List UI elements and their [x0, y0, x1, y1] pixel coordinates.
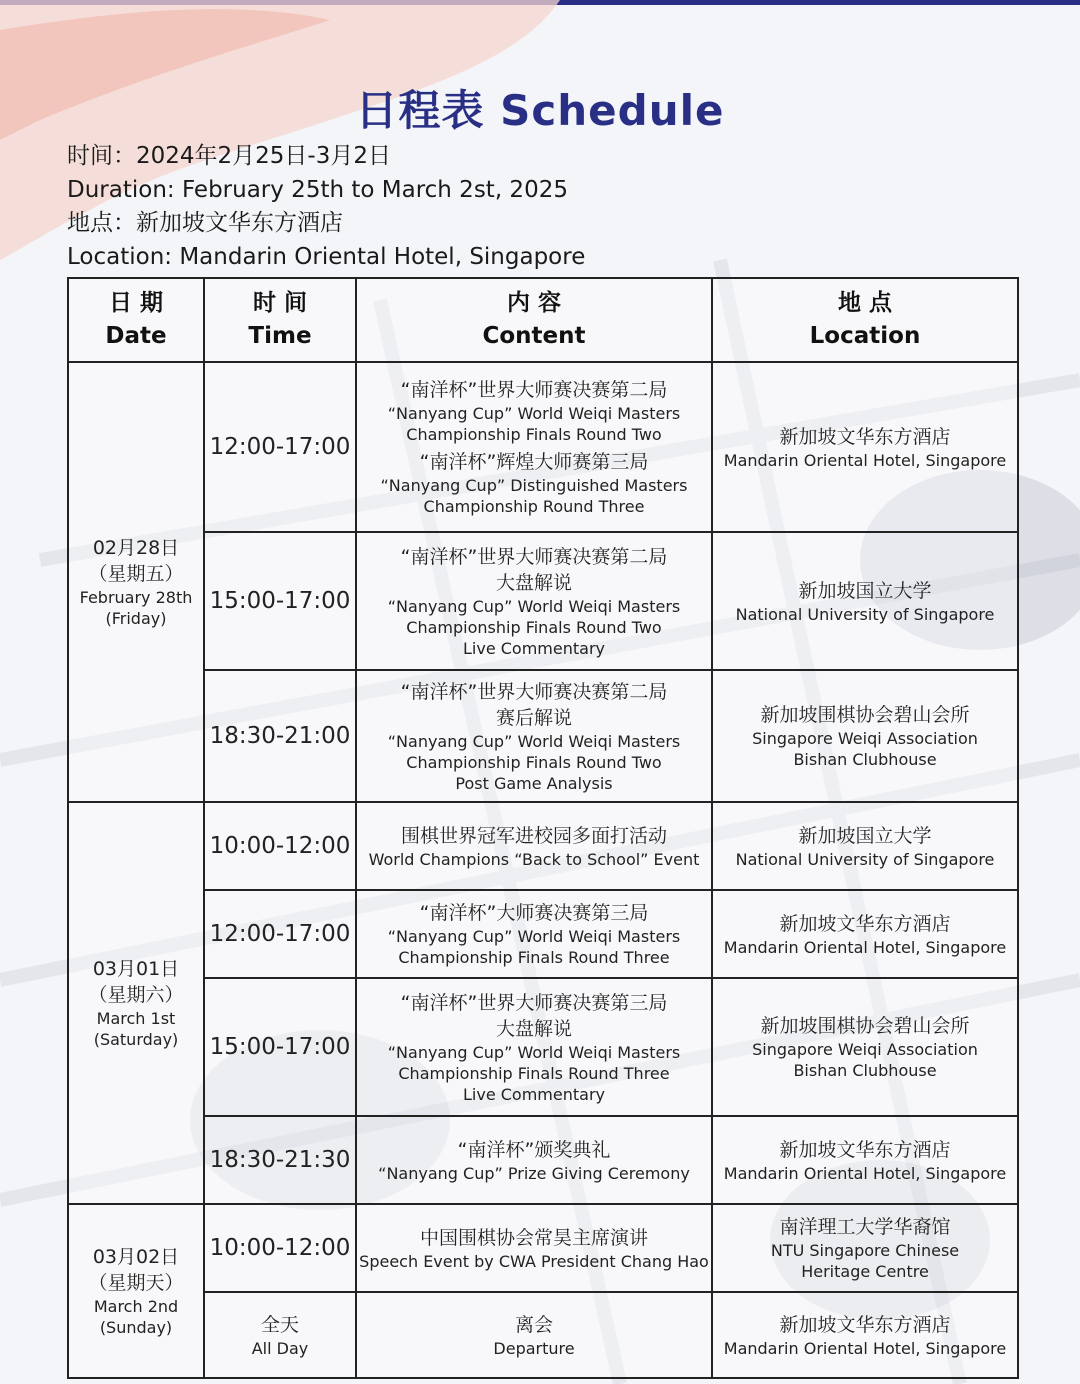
table-row — [68, 890, 1018, 978]
date-zh: 02月28日 — [92, 537, 180, 559]
content-en: “Nanyang Cup” World Weiqi Masters — [387, 596, 681, 616]
date-en: March 2nd — [93, 1297, 179, 1316]
location-cell — [712, 362, 1018, 532]
header-time-zh: 时 间 — [252, 290, 307, 316]
content-block — [359, 449, 709, 517]
date-cell-feb28 — [68, 362, 204, 802]
location-zh-text: 新加坡文华东方酒店 — [779, 1138, 951, 1161]
content-zh: 大盘解说 — [495, 571, 572, 594]
header-location — [712, 278, 1018, 362]
table-header-row — [68, 278, 1018, 362]
location-zh-text: 新加坡围棋协会碧山会所 — [760, 1015, 970, 1037]
header-content — [356, 278, 712, 362]
date-cell-mar02 — [68, 1204, 204, 1378]
content-en: Speech Event by CWA President Chang Hao — [359, 1251, 709, 1271]
location-en-text: Heritage Centre — [801, 1262, 929, 1281]
duration-en: Duration: February 25th to March 2st, 2025 — [67, 176, 568, 203]
location-zh-text: 新加坡文华东方酒店 — [779, 1313, 951, 1336]
location-zh-text: 新加坡围棋协会碧山会所 — [760, 704, 970, 726]
time-cell: 10:00-12:00 — [204, 802, 356, 890]
location-zh-text: 新加坡国立大学 — [798, 824, 932, 847]
location-cell — [712, 670, 1018, 802]
location-en-text: Mandarin Oriental Hotel, Singapore — [723, 1338, 1007, 1358]
content-zh: 赛后解说 — [495, 706, 572, 729]
content-cell — [356, 890, 712, 978]
content-en: “Nanyang Cup” World Weiqi Masters — [387, 927, 681, 946]
content-en: Post Game Analysis — [455, 773, 613, 793]
table-row — [68, 532, 1018, 670]
table-row — [68, 1292, 1018, 1378]
content-block — [359, 377, 709, 445]
table-row — [68, 802, 1018, 890]
location-cell — [712, 532, 1018, 670]
date-en: March 1st — [96, 1009, 176, 1028]
content-zh: 中国围棋协会常昊主席演讲 — [419, 1226, 648, 1249]
location-zh: 地点：新加坡文华东方酒店 — [67, 210, 343, 236]
time-cell: 12:00-17:00 — [204, 362, 356, 532]
content-zh: “南洋杯”世界大师赛决赛第三局 — [400, 991, 668, 1014]
content-en: Championship Finals Round Two — [406, 617, 662, 637]
date-zh: 03月01日 — [92, 958, 180, 980]
content-en: Departure — [493, 1338, 575, 1358]
location-en-text: National University of Singapore — [735, 604, 995, 624]
location-en-text: National University of Singapore — [735, 849, 995, 869]
location-cell — [712, 978, 1018, 1116]
date-en: February 28th — [79, 588, 193, 607]
location-zh-text: 新加坡文华东方酒店 — [779, 912, 951, 935]
header-time — [204, 278, 356, 362]
content-en: Live Commentary — [463, 1084, 605, 1104]
content-zh: 大盘解说 — [495, 1017, 572, 1040]
time-zh: 时间：2024年2月25日-3月2日 — [67, 143, 391, 169]
weekday-zh: （星期五） — [88, 563, 184, 585]
location-en-text: Singapore Weiqi Association — [752, 729, 978, 748]
content-en: Championship Finals Round Three — [398, 948, 670, 967]
weekday-en: (Saturday) — [93, 1030, 179, 1049]
table-row — [68, 1116, 1018, 1204]
time-cell: 18:30-21:00 — [204, 670, 356, 802]
header-date-zh: 日 期 — [108, 290, 163, 316]
header-time-en: Time — [248, 323, 312, 349]
content-en: “Nanyang Cup” World Weiqi Masters — [387, 404, 681, 423]
location-en-text: Bishan Clubhouse — [793, 750, 937, 769]
content-cell — [356, 532, 712, 670]
location-en: Location: Mandarin Oriental Hotel, Singapore — [67, 243, 586, 270]
time-cell: 15:00-17:00 — [204, 532, 356, 670]
content-en: Championship Round Three — [423, 497, 645, 516]
content-zh: “南洋杯”大师赛决赛第三局 — [419, 902, 649, 924]
content-en: World Champions “Back to School” Event — [368, 849, 700, 869]
header-location-zh: 地 点 — [837, 290, 892, 316]
content-en: Live Commentary — [463, 638, 605, 658]
weekday-zh: （星期六） — [88, 984, 184, 1006]
content-en: “Nanyang Cup” World Weiqi Masters — [387, 1042, 681, 1062]
event-info — [67, 140, 585, 274]
weekday-zh: （星期天） — [88, 1272, 184, 1294]
location-zh-text: 南洋理工大学华裔馆 — [779, 1216, 951, 1238]
table-row — [68, 978, 1018, 1116]
content-en: “Nanyang Cup” Distinguished Masters — [380, 476, 688, 495]
time-zh: 全天 — [260, 1313, 299, 1336]
time-cell: 10:00-12:00 — [204, 1204, 356, 1292]
content-zh: “南洋杯”颁奖典礼 — [457, 1138, 611, 1161]
location-cell — [712, 1116, 1018, 1204]
content-en: “Nanyang Cup” World Weiqi Masters — [387, 731, 681, 751]
page-title: 日程表 Schedule — [355, 86, 725, 135]
content-cell — [356, 978, 712, 1116]
table-row — [68, 362, 1018, 532]
content-zh: 围棋世界冠军进校园多面打活动 — [400, 824, 667, 847]
content-en: “Nanyang Cup” Prize Giving Ceremony — [378, 1163, 690, 1183]
header-location-en: Location — [809, 323, 921, 349]
table-row — [68, 1204, 1018, 1292]
time-cell: 15:00-17:00 — [204, 978, 356, 1116]
weekday-en: (Sunday) — [99, 1318, 173, 1337]
content-en: Championship Finals Round Two — [406, 752, 662, 772]
weekday-en: (Friday) — [105, 609, 167, 628]
location-zh-text: 新加坡国立大学 — [798, 579, 932, 602]
date-cell-mar01 — [68, 802, 204, 1204]
content-cell — [356, 802, 712, 890]
content-zh: 离会 — [514, 1313, 553, 1336]
location-zh-text: 新加坡文华东方酒店 — [779, 425, 951, 448]
time-cell — [204, 1292, 356, 1378]
content-cell — [356, 1292, 712, 1378]
content-cell — [356, 1116, 712, 1204]
location-en-text: Mandarin Oriental Hotel, Singapore — [723, 1163, 1007, 1183]
location-cell — [712, 1292, 1018, 1378]
time-cell: 18:30-21:30 — [204, 1116, 356, 1204]
header-date-en: Date — [105, 323, 167, 349]
content-zh: “南洋杯”辉煌大师赛第三局 — [419, 451, 649, 473]
header-content-en: Content — [482, 323, 586, 349]
content-en: Championship Finals Round Two — [406, 425, 662, 444]
content-cell — [356, 1204, 712, 1292]
header-date — [68, 278, 204, 362]
table-row — [68, 670, 1018, 802]
time-en: All Day — [251, 1338, 309, 1358]
time-cell: 12:00-17:00 — [204, 890, 356, 978]
location-cell — [712, 802, 1018, 890]
date-zh: 03月02日 — [92, 1246, 180, 1268]
location-en-text: Mandarin Oriental Hotel, Singapore — [723, 450, 1007, 470]
location-en-text: Singapore Weiqi Association — [752, 1040, 978, 1059]
content-zh: “南洋杯”世界大师赛决赛第二局 — [400, 545, 668, 568]
content-zh: “南洋杯”世界大师赛决赛第二局 — [400, 379, 668, 401]
content-cell — [356, 362, 712, 532]
content-cell — [356, 670, 712, 802]
content-zh: “南洋杯”世界大师赛决赛第二局 — [400, 680, 668, 703]
location-en-text: Mandarin Oriental Hotel, Singapore — [723, 937, 1007, 957]
content-en: Championship Finals Round Three — [398, 1063, 670, 1083]
schedule-table — [67, 277, 1019, 1379]
location-en-text: Bishan Clubhouse — [793, 1061, 937, 1080]
location-cell — [712, 1204, 1018, 1292]
location-en-text: NTU Singapore Chinese — [770, 1241, 960, 1260]
header-content-zh: 内 容 — [506, 290, 561, 316]
location-cell — [712, 890, 1018, 978]
